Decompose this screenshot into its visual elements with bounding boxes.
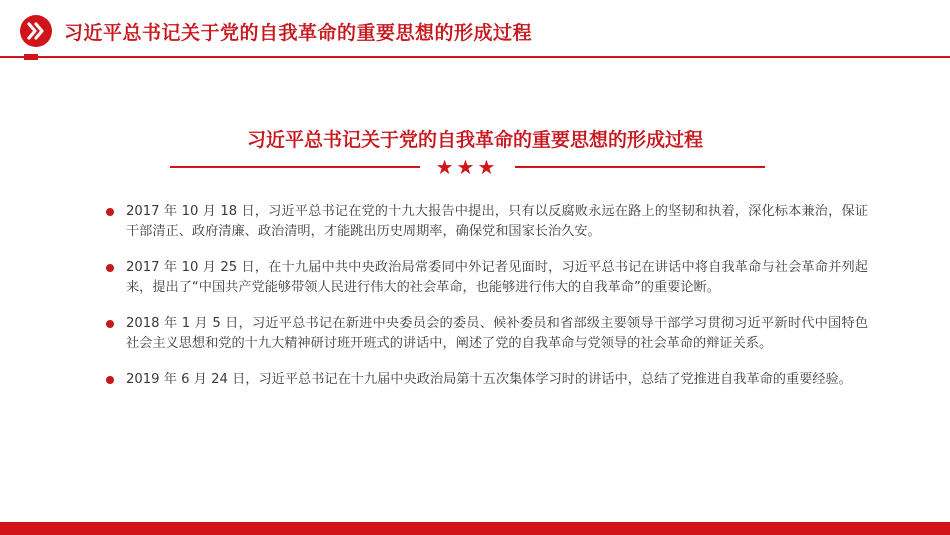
header-title: 习近平总书记关于党的自我革命的重要思想的形成过程 <box>64 22 533 44</box>
list-item <box>98 314 868 354</box>
list-item <box>98 202 868 242</box>
star-icons: ★★★ <box>435 155 499 179</box>
bullet-icon <box>106 376 114 384</box>
bullet-icon <box>106 208 114 216</box>
list-item <box>98 258 868 298</box>
divider-line-right <box>515 166 765 168</box>
divider-line-left <box>170 166 420 168</box>
double-chevron-right-icon <box>20 15 52 47</box>
bullet-icon <box>106 320 114 328</box>
header-bar <box>0 0 950 60</box>
timeline-list <box>98 202 868 406</box>
header-divider-accent <box>24 54 38 60</box>
header-divider <box>0 56 950 58</box>
list-item-text: 2017 年 10 月 25 日，在十九届中共中央政治局常委同中外记者见面时，习近平总书记在讲话中将自我革命与社会革命并列起来，提出了“中国共产党能够带领人民进行伟大的社会革命，也能够进行伟大的自我革命”的重要论断。 <box>126 260 868 295</box>
title-divider <box>170 155 765 181</box>
list-item <box>98 370 868 390</box>
bullet-icon <box>106 264 114 272</box>
footer-bar <box>0 522 950 535</box>
list-item-text: 2018 年 1 月 5 日，习近平总书记在新进中央委员会的委员、候补委员和省部级主要领导干部学习贯彻习近平新时代中国特色社会主义思想和党的十九大精神研讨班开班式的讲话中，阐述了党的自我革命与党领导的社会革命的辩证关系。 <box>126 316 868 351</box>
list-item-text: 2017 年 10 月 18 日，习近平总书记在党的十九大报告中提出，只有以反腐败永远在路上的坚韧和执着，深化标本兼治，保证干部清正、政府清廉、政治清明，才能跳出历史周期率，确保党和国家长治久安。 <box>126 204 868 239</box>
list-item-text: 2019 年 6 月 24 日，习近平总书记在十九届中央政治局第十五次集体学习时的讲话中，总结了党推进自我革命的重要经验。 <box>126 372 852 387</box>
page-title: 习近平总书记关于党的自我革命的重要思想的形成过程 <box>246 129 703 151</box>
